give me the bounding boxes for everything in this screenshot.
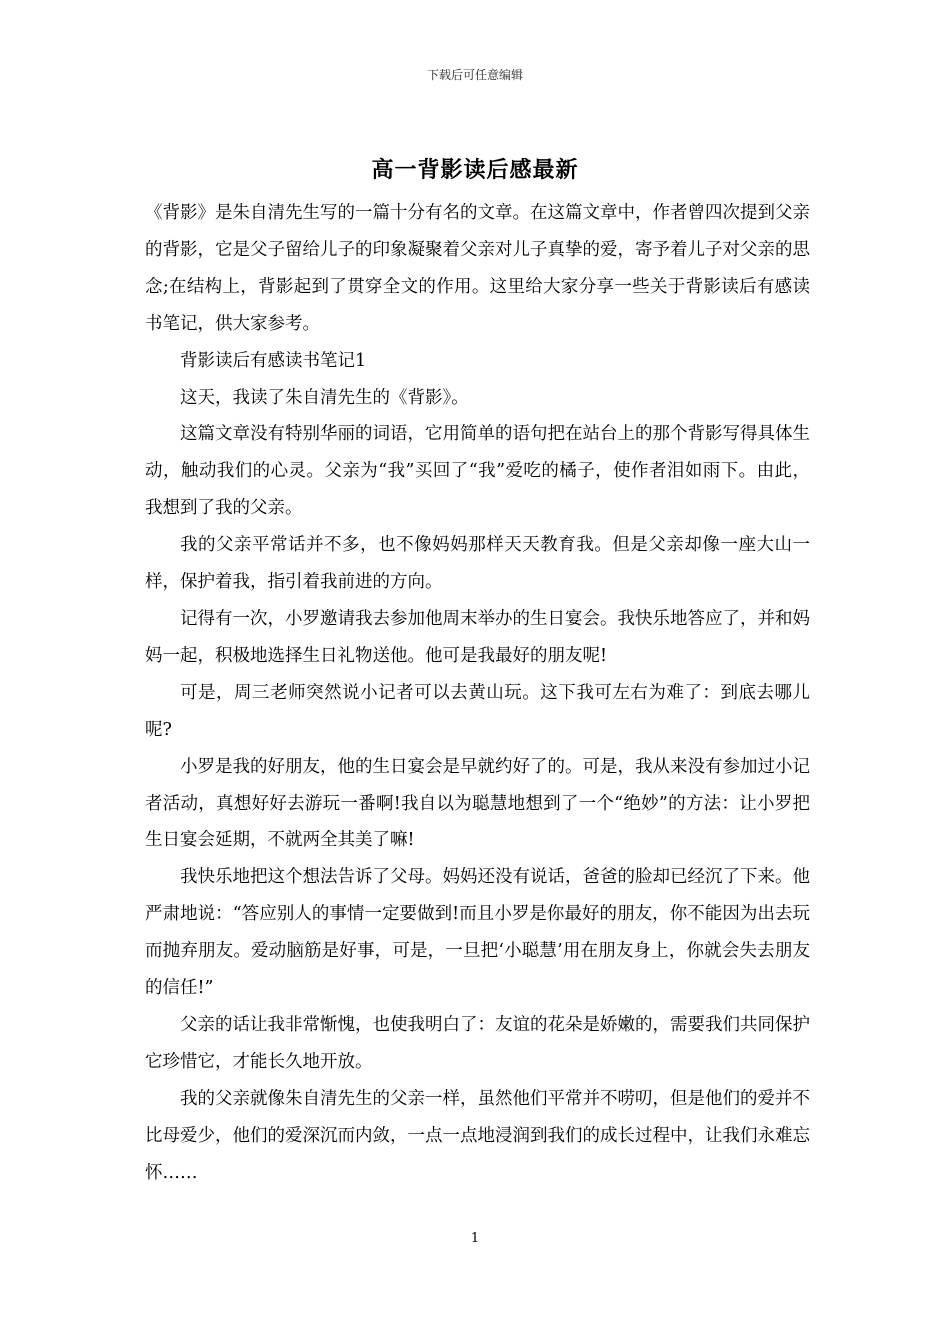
document-body — [145, 195, 810, 1191]
body-paragraph: 可是，周三老师突然说小记者可以去黄山玩。这下我可左右为难了：到底去哪儿呢? — [145, 682, 810, 740]
intro-paragraph: 《背影》是朱自清先生写的一篇十分有名的文章。在这篇文章中，作者曾四次提到父亲的背影，它是父子留给儿子的印象凝聚着父亲对儿子真挚的爱，寄予着儿子对父亲的思念;在结构上，背影起到了贯穿全文的作用。这里给大家分享一些关于背影读后有感读书笔记，供大家参考。 — [145, 203, 810, 334]
body-paragraph: 记得有一次，小罗邀请我去参加他周末举办的生日宴会。我快乐地答应了，并和妈妈一起，积极地选择生日礼物送他。他可是我最好的朋友呢! — [145, 608, 810, 666]
page-number: 1 — [470, 1231, 480, 1246]
body-paragraph: 我的父亲平常话并不多，也不像妈妈那样天天教育我。但是父亲却像一座大山一样，保护着我，指引着我前进的方向。 — [145, 535, 810, 593]
body-paragraph: 我的父亲就像朱自清先生的父亲一样，虽然他们平常并不唠叨，但是他们的爱并不比母爱少，他们的爱深沉而内敛，一点一点地浸润到我们的成长过程中，让我们永难忘怀…… — [145, 1088, 810, 1183]
body-paragraph: 小罗是我的好朋友，他的生日宴会是早就约好了的。可是，我从来没有参加过小记者活动，真想好好去游玩一番啊!我自以为聪慧地想到了一个“绝妙”的方法：让小罗把生日宴会延期，不就两全其美了嘛! — [145, 756, 810, 851]
page-header: 下载后可任意编辑 — [426, 68, 523, 82]
body-paragraph: 这篇文章没有特别华丽的词语，它用简单的语句把在站台上的那个背影写得具体生动，触动我们的心灵。父亲为“我”买回了“我”爱吃的橘子，使作者泪如雨下。由此，我想到了我的父亲。 — [145, 424, 810, 519]
body-paragraph: 这天，我读了朱自清先生的《背影》。 — [180, 387, 469, 408]
section-heading: 背影读后有感读书笔记1 — [180, 350, 367, 371]
body-paragraph: 我快乐地把这个想法告诉了父母。妈妈还没有说话，爸爸的脸却已经沉了下来。他严肃地说：“答应别人的事情一定要做到!而且小罗是你最好的朋友，你不能因为出去玩而抛弃朋友。爱动脑筋是好事，可是，一旦把‘小聪慧’用在朋友身上，你就会失去朋友的信任!” — [145, 867, 810, 999]
document-title: 高一背影读后感最新 — [371, 157, 579, 183]
body-paragraph: 父亲的话让我非常惭愧，也使我明白了：友谊的花朵是娇嫩的，需要我们共同保护它珍惜它，才能长久地开放。 — [145, 1014, 810, 1072]
